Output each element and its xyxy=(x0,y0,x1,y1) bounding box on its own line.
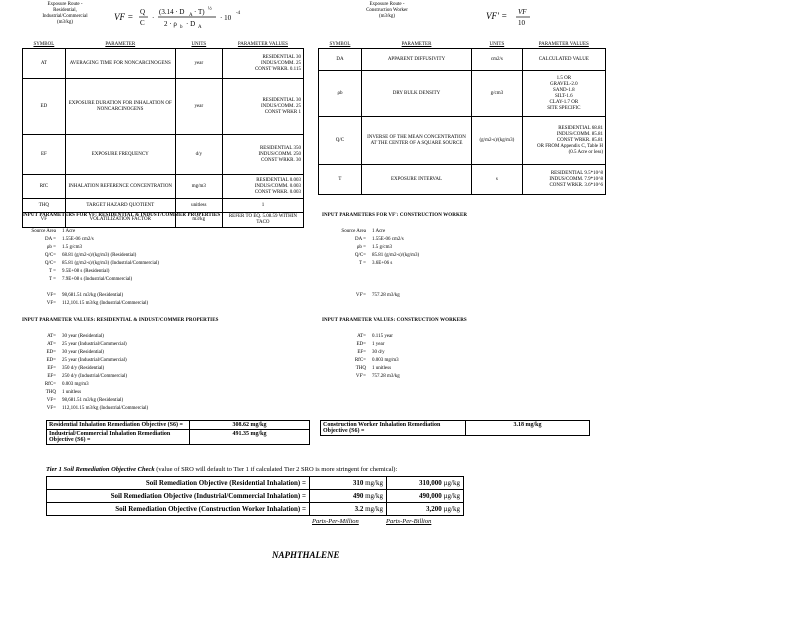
params-res-title: INPUT PARAMETER VALUES: RESIDENTIAL & INDUST/COMMER PROPERTIES xyxy=(22,318,219,323)
units-cell: mg/m3 xyxy=(175,175,222,199)
chemical-name: NAPHTHALENE xyxy=(272,550,340,560)
sro-ppb-value: 490,000 xyxy=(419,492,442,500)
res-objective-label: Residential Inhalation Remediation Objective (S6) = xyxy=(47,421,190,429)
list-item xyxy=(316,268,419,276)
params-cw-title: INPUT PARAMETER VALUES: CONSTRUCTION WORKERS xyxy=(322,318,467,323)
sro-ppm-unit: mg/kg xyxy=(365,505,383,513)
svg-text:VF' =: VF' = xyxy=(486,11,508,21)
svg-text:·: · xyxy=(152,14,155,22)
svg-text:2 · ρ: 2 · ρ xyxy=(164,20,177,28)
svg-text:C: C xyxy=(140,19,145,27)
svg-text:· D: · D xyxy=(186,20,196,28)
input-res-list xyxy=(6,228,159,308)
left-equation xyxy=(112,4,262,35)
units-cell: g/cm3 xyxy=(472,71,523,117)
symbol-cell: EF xyxy=(23,135,66,175)
list-item: T = 9.5E+08 s (Residential) xyxy=(48,269,110,274)
list-item: VF= 98,681.51 m3/kg (Residential) xyxy=(46,398,124,403)
res-objective-value: 308.62 mg/kg xyxy=(232,422,267,428)
symbol-cell: DA xyxy=(319,49,362,71)
units-cell: m3/kg xyxy=(175,213,222,228)
list-item: THQ 1 unitless xyxy=(45,390,82,395)
right-route-title: Exposure Route - Construction Worker (m3/kg) xyxy=(366,2,408,19)
sro-ppb-unit: µg/kg xyxy=(443,505,460,513)
params-res-list xyxy=(6,333,148,413)
input-cw-title: INPUT PARAMETERS FOR VF': CONSTRUCTION WORKER xyxy=(322,213,468,218)
symbol-cell: VF xyxy=(23,213,66,228)
cw-objective-row xyxy=(321,421,589,435)
list-item xyxy=(316,276,419,284)
list-item: THQ 1 unitless xyxy=(355,366,392,371)
parameter-cell: AVERAGING TIME FOR NONCARCINOGENS xyxy=(65,49,175,79)
left-route-title: Exposure Route - Residential, Industrial/Commercial (m3/kg) xyxy=(42,2,88,25)
values-cell: RESIDENTIAL 9.5*10^8 INDUS/COMM. 7.9*10^8 CONST WRKR. 3.6*10^6 xyxy=(522,165,605,195)
values-cell: 1 xyxy=(222,199,303,213)
units-cell: (g/m2-s)/(kg/m3) xyxy=(472,117,523,165)
list-item: DA = 1.55E-06 cm2/s xyxy=(354,237,404,242)
sro-ppm-unit: mg/kg xyxy=(365,492,383,500)
values-cell: 1.5 OR GRAVEL-2.0 SAND-1.8 SILT-1.6 CLAY-1.7 OR SITE SPECIFIC xyxy=(522,71,605,117)
ind-objective-row xyxy=(47,430,309,444)
list-item: EF= 250 d/y (Industrial/Commercial) xyxy=(47,374,127,379)
right-parameter-table xyxy=(318,40,606,195)
col-symbol: SYMBOL xyxy=(329,41,351,47)
list-item: RfC= 0.003 mg/m3 xyxy=(354,358,399,363)
ind-objective-value: 491.35 mg/kg xyxy=(232,431,267,437)
col-values: PARAMETER VALUES xyxy=(538,41,589,47)
list-item xyxy=(316,284,419,292)
svg-text:b: b xyxy=(180,25,183,30)
symbol-cell: AT xyxy=(23,49,66,79)
units-cell: s xyxy=(472,165,523,195)
list-item: VF= 112,101.15 m3/kg (Industrial/Commercial) xyxy=(46,301,149,306)
list-item: Q/C= 85.81 (g/m2-s)/(kg/m3) xyxy=(354,253,420,258)
parameter-cell: INHALATION REFERENCE CONCENTRATION xyxy=(65,175,175,199)
sro-ppb-unit: µg/kg xyxy=(443,492,460,500)
cw-objective-value: 3.18 mg/kg xyxy=(513,422,542,428)
svg-text:· 10: · 10 xyxy=(220,14,232,22)
table-row xyxy=(23,199,304,213)
parameter-cell: APPARENT DIFFUSIVITY xyxy=(361,49,471,71)
values-cell: RESIDENTIAL 30 INDUS/COMM. 25 CONST WRKR 1 xyxy=(222,79,303,135)
list-item: Q/C= 85.81 (g/m2-s)/(kg/m3) (Industrial/Commercial) xyxy=(44,261,160,266)
sro-ppb-unit: µg/kg xyxy=(443,479,460,487)
res-objective-row xyxy=(47,421,309,430)
table-row xyxy=(23,135,304,175)
table-row xyxy=(319,49,606,71)
vf-equation-svg xyxy=(112,4,262,30)
symbol-cell: Q/C xyxy=(319,117,362,165)
sro-label: Soil Remediation Objective (Industrial/Commercial Inhalation) = xyxy=(47,490,310,503)
list-item: T = 3.6E+06 s xyxy=(358,261,393,266)
col-values: PARAMETER VALUES xyxy=(237,41,288,47)
values-cell: CALCULATED VALUE xyxy=(522,49,605,71)
params-cw-list xyxy=(316,333,400,381)
table-row xyxy=(319,71,606,117)
values-cell: RESIDENTIAL 350 INDUS/COMM. 250 CONST WRKR. 30 xyxy=(222,135,303,175)
list-item: ρb = 1.5 g/cm3 xyxy=(356,245,392,250)
col-units: UNITS xyxy=(489,41,505,47)
sro-label: Soil Remediation Objective (Construction Worker Inhalation) = xyxy=(47,503,310,516)
input-res-title: INPUT PARAMETERS FOR VF: RESIDENTIAL & INDUST/COMMER PROPERTIES xyxy=(22,213,221,218)
table-row xyxy=(23,175,304,199)
symbol-cell: ED xyxy=(23,79,66,135)
table-row xyxy=(47,477,464,490)
ppm-footer: Parts-Per-Million xyxy=(312,518,359,525)
units-cell: d/y xyxy=(175,135,222,175)
list-item: ED= 25 year (Industrial/Commercial) xyxy=(46,358,127,363)
svg-text:-4: -4 xyxy=(236,11,241,16)
list-item: Q/C= 68.81 (g/m2-s)/(kg/m3) (Residential) xyxy=(44,253,137,258)
parameter-cell: EXPOSURE INTERVAL xyxy=(361,165,471,195)
units-cell: year xyxy=(175,49,222,79)
list-item: VF'= 757.28 m3/kg xyxy=(355,374,400,379)
list-item: AT= 0.115 year xyxy=(357,334,393,339)
col-units: UNITS xyxy=(191,41,207,47)
table-row xyxy=(23,49,304,79)
units-cell: year xyxy=(175,79,222,135)
symbol-cell: RfC xyxy=(23,175,66,199)
list-item: VF= 98,681.51 m3/kg (Residential) xyxy=(46,293,124,298)
sro-ppm-value: 310 xyxy=(352,479,364,487)
list-item: RfC= 0.003 mg/m3 xyxy=(44,382,89,387)
values-cell: RESIDENTIAL 68.81 INDUS/COMM. 85.81 CONST WRKR. 85.81 OR FROM Appendix C, Table H (0.5 Acre or less) xyxy=(522,117,605,165)
sro-label: Soil Remediation Objective (Residential Inhalation) = xyxy=(47,477,310,490)
svg-text:VF: VF xyxy=(518,8,527,16)
right-equation xyxy=(484,4,544,33)
vf-prime-equation-svg xyxy=(484,4,544,28)
values-cell: RESIDENTIAL 30 INDUS/COMM. 25 CONST WRKR. 0.115 xyxy=(222,49,303,79)
sro-ppm-unit: mg/kg xyxy=(365,479,383,487)
input-cw-list xyxy=(316,228,419,300)
col-parameter: PARAMETER xyxy=(401,41,432,47)
svg-text:10: 10 xyxy=(518,19,525,27)
symbol-cell: ρb xyxy=(319,71,362,117)
svg-text:· T): · T) xyxy=(194,8,205,16)
parameter-cell: TARGET HAZARD QUOTIENT xyxy=(65,199,175,213)
ppb-footer: Parts-Per-Billion xyxy=(386,518,432,525)
list-item: AT= 25 year (Industrial/Commercial) xyxy=(47,342,127,347)
units-cell: unitless xyxy=(175,199,222,213)
table-row xyxy=(47,490,464,503)
list-item: EF= 30 d/y xyxy=(357,350,385,355)
tier1-note: (value of SRO will default to Tier 1 if calculated Tier 2 SRO is more stringent for chemical): xyxy=(156,466,398,473)
tier1-table xyxy=(46,476,464,516)
values-cell: REFER TO EQ. 5.08.59 WITHIN TACO xyxy=(222,213,303,228)
svg-text:VF =: VF = xyxy=(114,12,134,22)
left-parameter-table xyxy=(22,40,304,228)
parameter-cell: EXPOSURE FREQUENCY xyxy=(65,135,175,175)
list-item: VF= 112,101.15 m3/kg (Industrial/Commercial) xyxy=(46,406,149,411)
parameter-cell: EXPOSURE DURATION FOR INHALATION OF NONCARCINOGENS xyxy=(65,79,175,135)
cw-objective-box xyxy=(320,420,590,436)
symbol-cell: T xyxy=(319,165,362,195)
tier1-title: Tier 1 Soil Remediation Objective Check xyxy=(46,466,155,473)
table-row xyxy=(23,79,304,135)
svg-text:Q: Q xyxy=(140,8,146,16)
col-symbol: SYMBOL xyxy=(33,41,55,47)
list-item: DA = 1.55E-06 cm2/s xyxy=(44,237,94,242)
units-cell: cm2/s xyxy=(472,49,523,71)
col-parameter: PARAMETER xyxy=(105,41,136,47)
list-item: T = 7.9E+08 s (Industrial/Commercial) xyxy=(48,277,133,282)
tier1-heading xyxy=(46,466,397,473)
parameter-cell: DRY BULK DENSITY xyxy=(361,71,471,117)
list-item: Source Area 1 Acre xyxy=(341,229,386,234)
table-row xyxy=(319,165,606,195)
cw-objective-label: Construction Worker Inhalation Remediation Objective (S6) = xyxy=(321,421,466,435)
values-cell: RESIDENTIAL 0.003 INDUS/COMM. 0.003 CONST WRKR. 0.003 xyxy=(222,175,303,199)
parameter-cell: INVERSE OF THE MEAN CONCENTRATION AT THE CENTER OF A SQUARE SOURCE xyxy=(361,117,471,165)
list-item: ED= 1 year xyxy=(356,342,385,347)
list-item: VF'= 757.28 m3/kg xyxy=(355,293,400,298)
list-item: Source Area 1 Acre xyxy=(31,229,76,234)
table-row xyxy=(319,117,606,165)
svg-text:A: A xyxy=(198,25,202,30)
list-item: EF= 350 d/y (Residential) xyxy=(47,366,105,371)
sro-ppm-value: 3.2 xyxy=(354,505,364,513)
svg-text:A: A xyxy=(189,13,193,18)
symbol-cell: THQ xyxy=(23,199,66,213)
svg-text:½: ½ xyxy=(208,7,212,12)
list-item: ED= 30 year (Residential) xyxy=(46,350,104,355)
table-row xyxy=(47,503,464,516)
res-ind-objective-box xyxy=(46,420,310,445)
parameter-cell: VOLATILIZATION FACTOR xyxy=(65,213,175,228)
sro-ppm-value: 490 xyxy=(352,492,364,500)
sro-ppb-value: 310,000 xyxy=(419,479,442,487)
list-item: ρb = 1.5 g/cm3 xyxy=(46,245,82,250)
ind-objective-label: Industrial/Commercial Inhalation Remediation Objective (S6) = xyxy=(47,430,190,444)
list-item xyxy=(6,284,159,292)
svg-text:(3.14 · D: (3.14 · D xyxy=(159,8,185,16)
sro-ppb-value: 3,200 xyxy=(426,505,442,513)
list-item: AT= 30 year (Residential) xyxy=(47,334,104,339)
